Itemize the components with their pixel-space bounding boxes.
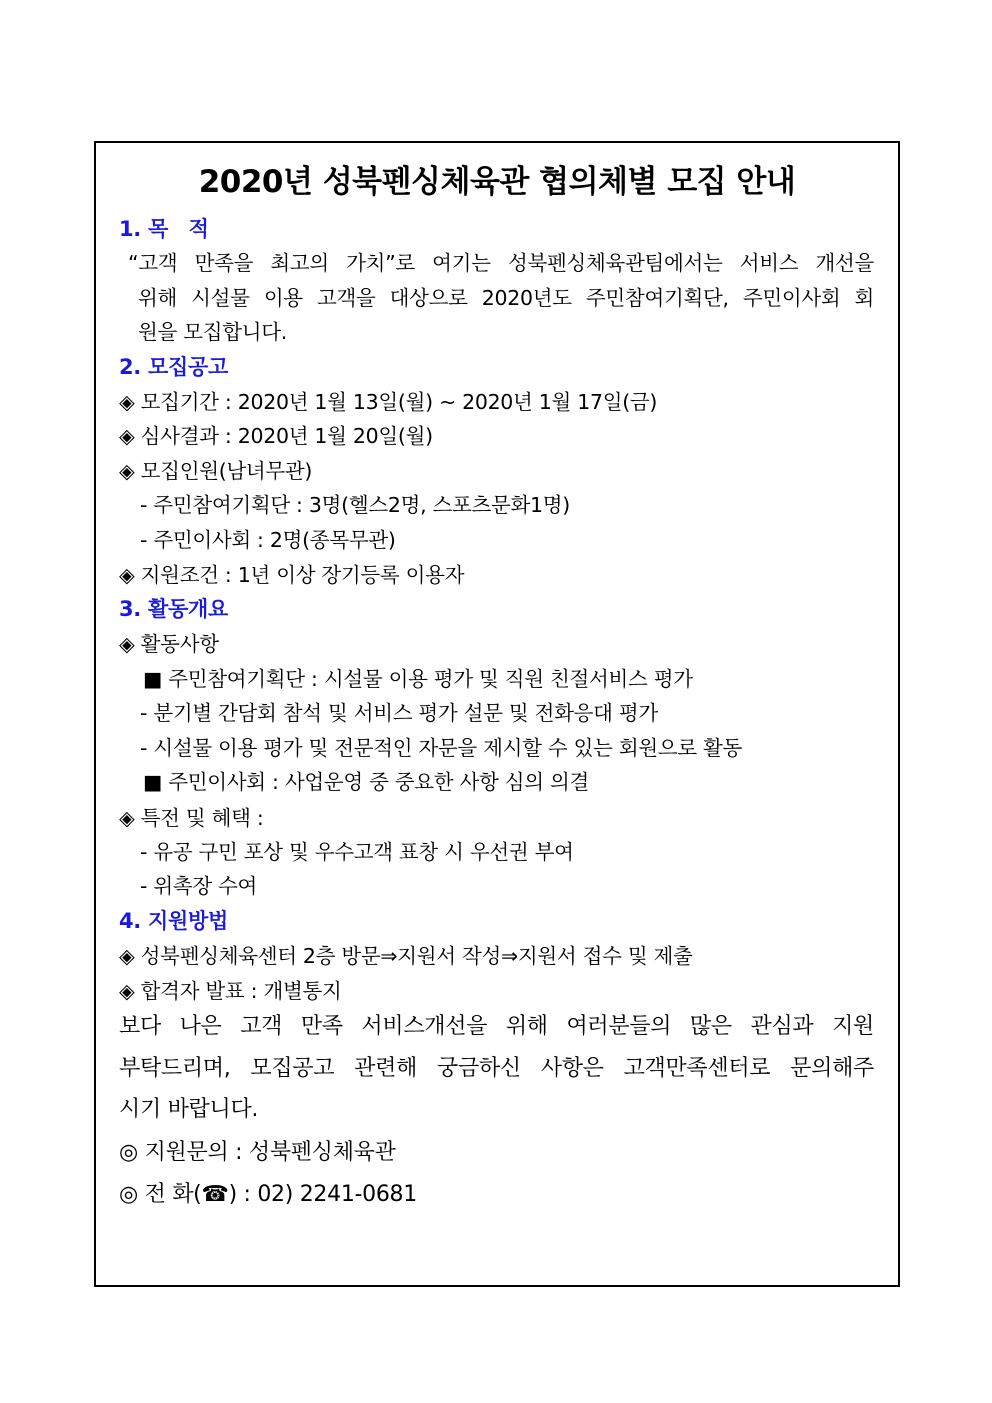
sub-item: - 시설물 이용 평가 및 전문적인 자문을 제시할 수 있는 회원으로 활동 xyxy=(140,736,743,760)
bullet-item: ◈ 특전 및 혜택 : xyxy=(119,806,264,830)
closing-line: 보다 나은 고객 만족 서비스개선을 위해 여러분들의 많은 관심과 지원 xyxy=(119,1014,874,1039)
section-heading: 4. 지원방법 xyxy=(119,909,228,933)
document-title: 2020년 성북펜싱체육관 협의체별 모집 안내 xyxy=(198,164,796,200)
bullet-item: ◈ 모집기간 : 2020년 1월 13일(월) ~ 2020년 1월 17일(금) xyxy=(119,390,658,414)
section-heading: 1. 목 적 xyxy=(119,217,209,241)
bullet-item: ◈ 활동사항 xyxy=(119,632,219,656)
paragraph-line: 위해 시설물 이용 고객을 대상으로 2020년도 주민참여기획단, 주민이사회 회 xyxy=(138,286,874,310)
square-item: ■ 주민참여기획단 : 시설물 이용 평가 및 직원 친절서비스 평가 xyxy=(143,667,693,691)
closing-line: 부탁드리며, 모집공고 관련해 궁금하신 사항은 고객만족센터로 문의해주 xyxy=(119,1056,874,1081)
bullet-item: ◈ 성북펜싱체육센터 2층 방문⇒지원서 작성⇒지원서 접수 및 제출 xyxy=(119,944,693,968)
sub-item: - 분기별 간담회 참석 및 서비스 평가 설문 및 전화응대 평가 xyxy=(140,701,658,725)
bullet-item: ◈ 합격자 발표 : 개별통지 xyxy=(119,979,342,1003)
bullet-item: ◈ 모집인원(남녀무관) xyxy=(119,459,313,483)
paragraph-line: “고객 만족을 최고의 가치”로 여기는 성북펜싱체육관팀에서는 서비스 개선을 xyxy=(128,251,874,275)
contact-line: ◎ 지원문의 : 성북펜싱체육관 xyxy=(119,1140,396,1165)
section-heading: 3. 활동개요 xyxy=(119,597,228,621)
contact-line: ◎ 전 화(☎) : 02) 2241-0681 xyxy=(119,1182,417,1207)
sub-item: - 위촉장 수여 xyxy=(140,874,258,898)
bullet-item: ◈ 지원조건 : 1년 이상 장기등록 이용자 xyxy=(119,563,465,587)
sub-item: - 주민참여기획단 : 3명(헬스2명, 스포츠문화1명) xyxy=(140,493,570,517)
square-item: ■ 주민이사회 : 사업운영 중 중요한 사항 심의 의결 xyxy=(143,770,589,794)
section-heading: 2. 모집공고 xyxy=(119,355,228,379)
sub-item: - 유공 구민 포상 및 우수고객 표창 시 우선권 부여 xyxy=(140,840,574,864)
closing-line: 시기 바랍니다. xyxy=(119,1097,259,1122)
sub-item: - 주민이사회 : 2명(종목무관) xyxy=(140,528,396,552)
paragraph-line: 원을 모집합니다. xyxy=(138,320,287,344)
bullet-item: ◈ 심사결과 : 2020년 1월 20일(월) xyxy=(119,424,433,448)
